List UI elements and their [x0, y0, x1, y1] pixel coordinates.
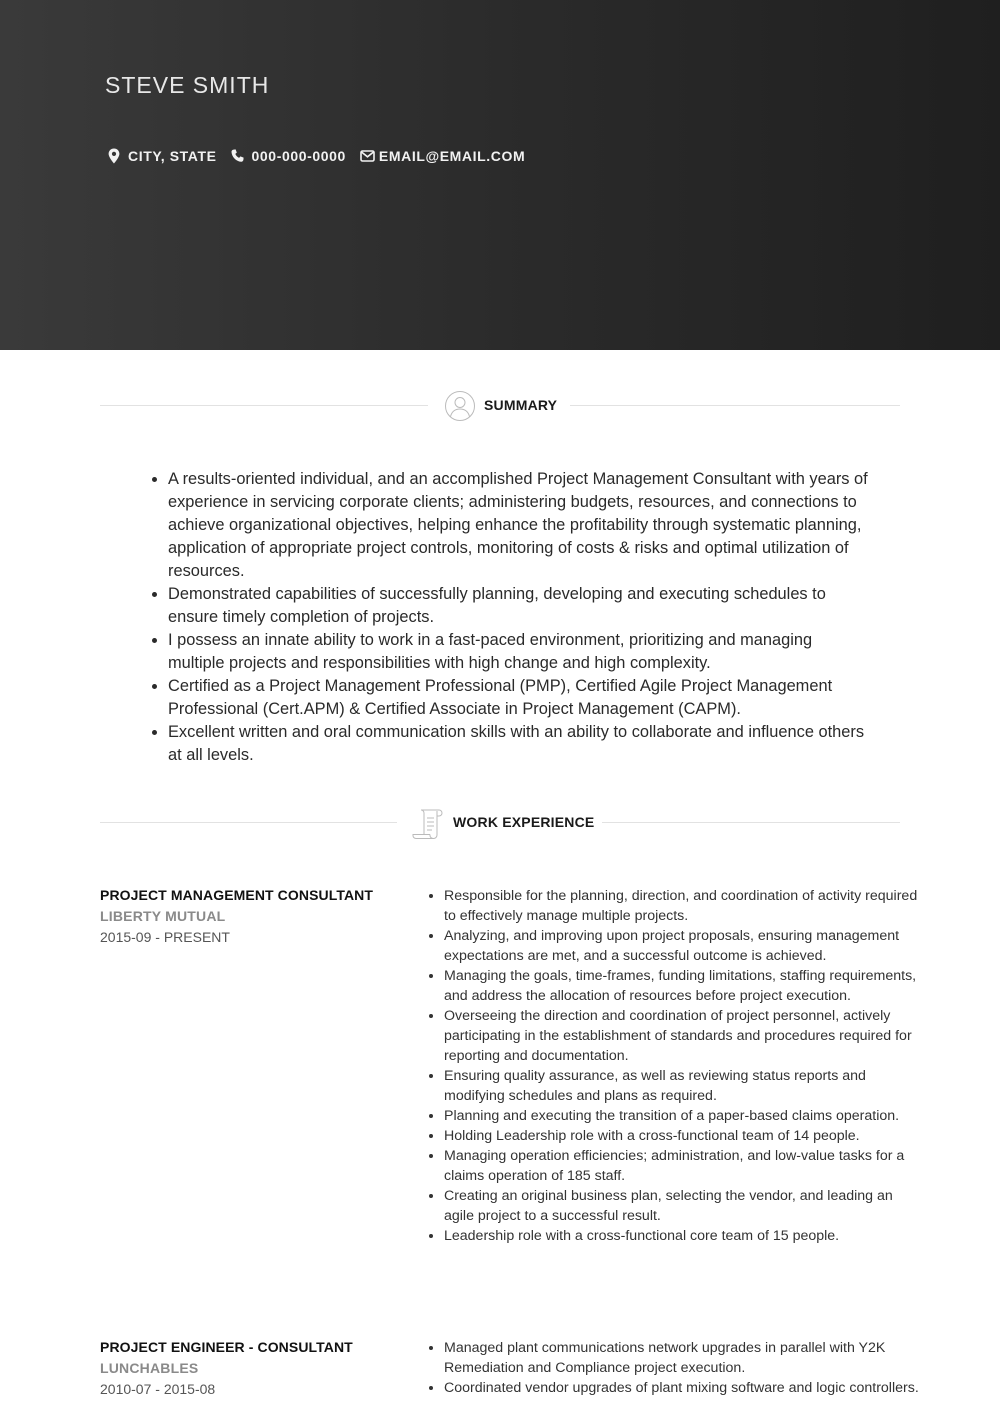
job-title: PROJECT MANAGEMENT CONSULTANT — [100, 887, 374, 903]
job-bullet: • Overseeing the direction and coordination of project personnel, actively participating in the establishment of standards and procedures required for reporting and documentation. — [444, 1006, 920, 1066]
divider-line — [100, 405, 428, 406]
work-experience-title: WORK EXPERIENCE — [453, 814, 595, 830]
job-bullet: • Leadership role with a cross-functional core team of 15 people. — [444, 1226, 920, 1246]
job-bullet: • Coordinated vendor upgrades of plant mixing software and logic controllers. — [444, 1378, 920, 1398]
contact-phone — [231, 148, 346, 164]
job-bullet: • Creating an original business plan, selecting the vendor, and leading an agile project to a successful result. — [444, 1186, 920, 1226]
summary-item: • I possess an innate ability to work in a fast-paced environment, prioritizing and managing multiple projects and responsibilities with high change and high complexity. — [168, 629, 868, 675]
contact-info — [108, 146, 539, 166]
job-company: LIBERTY MUTUAL — [100, 908, 226, 924]
scroll-document-icon — [412, 807, 444, 841]
job-dates: 2015-09 - PRESENT — [100, 929, 230, 945]
job-company: LUNCHABLES — [100, 1360, 199, 1376]
job-bullet: • Managing the goals, time-frames, funding limitations, staffing requirements, and address the allocation of resources before project execution. — [444, 966, 920, 1006]
summary-section-header — [100, 386, 900, 426]
envelope-icon — [360, 150, 375, 162]
contact-email — [360, 148, 525, 164]
phone-icon — [231, 149, 244, 163]
job-header — [100, 1337, 400, 1400]
candidate-name: STEVE SMITH — [105, 72, 270, 98]
summary-item: • A results-oriented individual, and an accomplished Project Management Consultant with years of experience in servicing corporate clients; administering budgets, resources, and connections to achieve organizational objectives, helping enhance the profitability through systematic planning, application of appropriate project controls, monitoring of costs & risks and optimal utilization of resources. — [168, 468, 868, 583]
summary-item: • Demonstrated capabilities of successfully planning, developing and executing schedules to ensure timely completion of projects. — [168, 583, 868, 629]
divider-line — [570, 405, 900, 406]
job-bullet: • Holding Leadership role with a cross-functional team of 14 people. — [444, 1126, 920, 1146]
summary-title: SUMMARY — [484, 397, 558, 413]
summary-item: • Excellent written and oral communication skills with an ability to collaborate and influence others at all levels. — [168, 721, 868, 767]
job-dates: 2010-07 - 2015-08 — [100, 1381, 216, 1397]
job-bullets — [424, 1338, 920, 1398]
job-bullet: • Managing operation efficiencies; administration, and low-value tasks for a claims operation of 185 staff. — [444, 1146, 920, 1186]
email-text: EMAIL@EMAIL.COM — [378, 148, 526, 164]
map-pin-icon — [108, 148, 120, 164]
location-text: CITY, STATE — [128, 148, 217, 164]
job-bullet: • Responsible for the planning, direction, and coordination of activity required to effectively manage multiple projects. — [444, 886, 920, 926]
job-bullet: • Ensuring quality assurance, as well as reviewing status reports and modifying schedules and plans as required. — [444, 1066, 920, 1106]
job-bullet: • Managed plant communications network upgrades in parallel with Y2K Remediation and Compliance project execution. — [444, 1338, 920, 1378]
resume-header — [0, 0, 1000, 350]
contact-location — [108, 148, 217, 164]
phone-text: 000-000-0000 — [251, 148, 346, 164]
job-bullet: • Analyzing, and improving upon project proposals, ensuring management expectations are met, and a successful outcome is achieved. — [444, 926, 920, 966]
job-bullet: • Planning and executing the transition of a paper-based claims operation. — [444, 1106, 920, 1126]
summary-item: • Certified as a Project Management Professional (PMP), Certified Agile Project Management Professional (Cert.APM) & Certified Associate in Project Management (CAPM). — [168, 675, 868, 721]
job-bullets — [424, 886, 920, 1246]
work-experience-section-header — [100, 803, 900, 843]
summary-list — [148, 468, 868, 767]
divider-line — [100, 822, 397, 823]
job-title: PROJECT ENGINEER - CONSULTANT — [100, 1339, 353, 1355]
job-header — [100, 885, 400, 948]
divider-line — [602, 822, 900, 823]
user-icon — [444, 390, 476, 422]
